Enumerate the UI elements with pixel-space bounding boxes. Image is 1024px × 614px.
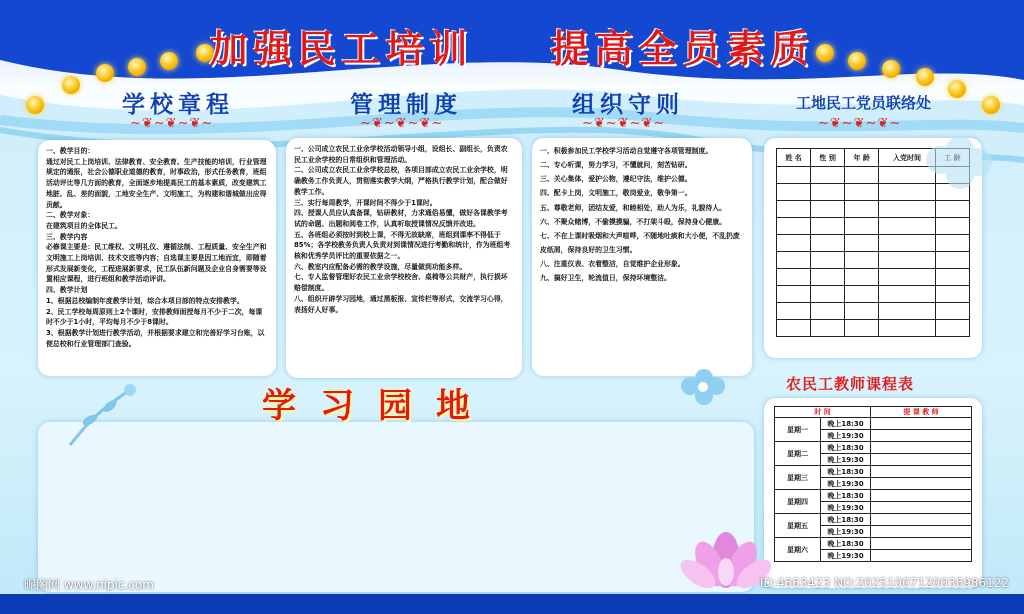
- schedule-time: 晚上18:30: [821, 442, 871, 454]
- table-header: 姓 名: [777, 149, 811, 167]
- table-cell: [777, 184, 811, 201]
- discipline-panel: [532, 138, 752, 376]
- table-header: 年 龄: [845, 149, 879, 167]
- lantern-icon: [982, 96, 1000, 114]
- table-cell: [811, 320, 845, 337]
- table-row: [777, 269, 970, 286]
- table-row: [777, 303, 970, 320]
- table-cell: [879, 320, 936, 337]
- text-line: 3、根据教学计划进行教学活动，并根据要求建立和完善好学习台账，以便总校和行业管理部门查验。: [46, 328, 265, 348]
- section-title-school: 学校章程: [122, 92, 234, 118]
- table-cell: [777, 303, 811, 320]
- schedule-day: 星期六: [775, 538, 821, 562]
- ornament-icon: ~❦~❦~❦~: [130, 116, 214, 131]
- table-cell: [845, 201, 879, 218]
- text-line: 一、积极参加民工学校学习活动自觉遵守各项管理制度。: [540, 147, 713, 155]
- text-line: 八、组织开辟学习园地，通过黑板报、宣传栏等形式，交流学习心得，表扬好人好事。: [294, 294, 508, 314]
- text-line: 二、教学对象：: [46, 211, 95, 220]
- table-cell: [811, 252, 845, 269]
- schedule-time: 晚上19:30: [821, 478, 871, 490]
- table-cell: [871, 478, 972, 490]
- schedule-day: 星期四: [775, 490, 821, 514]
- table-row: [775, 490, 972, 502]
- text-line: 七、不在上课时吸烟和大声喧哗，不随地吐痰和大小便，不乱扔废皮纸屑，保持良好的卫生习惯。: [540, 231, 740, 255]
- text-line: 五、尊敬老师，团结友爱，和睦相处，助人为乐，礼貌待人。: [540, 203, 727, 212]
- schedule-time: 晚上18:30: [821, 514, 871, 526]
- table-cell: [811, 201, 845, 218]
- table-cell: [935, 303, 969, 320]
- table-cell: [811, 218, 845, 235]
- table-row: [775, 466, 972, 478]
- table-cell: [777, 235, 811, 252]
- table-cell: [777, 218, 811, 235]
- table-cell: [811, 235, 845, 252]
- ornament-icon: ~❦~❦~❦~: [582, 116, 666, 131]
- table-cell: [935, 320, 969, 337]
- section-title-discipline: 组织守则: [572, 92, 684, 118]
- text-line: 四、授课人员应认真备课，钻研教材，力求通俗易懂，做好各课教学考试的命题、出题和阅卷工作，认真听取授课情况反馈并改进。: [294, 209, 508, 228]
- table-row: [775, 538, 972, 550]
- section-title-liaison: 工地民工党员联络处: [796, 94, 932, 112]
- table-row: [775, 514, 972, 526]
- table-cell: [871, 502, 972, 514]
- table-cell: [871, 526, 972, 538]
- table-cell: [845, 269, 879, 286]
- table-cell: [879, 303, 936, 320]
- schedule-day: 星期三: [775, 466, 821, 490]
- text-line: 2、民工学校每周原则上2个课时，安排教师面授每月不少于二次，每课时不少于1小时，平均每月不少于8课时。: [46, 307, 263, 327]
- lantern-icon: [62, 76, 80, 94]
- table-cell: [777, 201, 811, 218]
- table-cell: [935, 269, 969, 286]
- lantern-icon: [26, 96, 44, 114]
- table-cell: [811, 269, 845, 286]
- table-cell: [879, 269, 936, 286]
- table-row: [775, 442, 972, 454]
- ornament-icon: ~❦~❦~❦~: [360, 116, 444, 131]
- text-line: 七、专人监督管理好农民工业余学校校舍、桌椅等公共财产，执行损坏赔偿制度。: [294, 273, 508, 293]
- table-cell: [871, 430, 972, 442]
- text-line: 二、公司成立农民工业余学校总校，各项目部成立农民工业余学校，明确教务工作负责人，贯彻落实教学大纲，严格执行教学计划，配合做好教学工作。: [294, 166, 508, 196]
- table-cell: [871, 550, 972, 562]
- table-cell: [811, 286, 845, 303]
- table-cell: [777, 286, 811, 303]
- footer-bar: [0, 594, 1024, 614]
- schedule-day: 星期五: [775, 514, 821, 538]
- table-cell: [777, 269, 811, 286]
- schedule-time: 晚上18:30: [821, 418, 871, 430]
- section-title-management: 管理制度: [350, 92, 462, 118]
- table-cell: [845, 235, 879, 252]
- schedule-table: [774, 406, 972, 562]
- study-corner-area: [38, 422, 754, 592]
- table-cell: [777, 167, 811, 184]
- table-header: 性 别: [811, 149, 845, 167]
- table-cell: [777, 252, 811, 269]
- decorative-flower-icon: [900, 120, 1000, 240]
- table-cell: [777, 320, 811, 337]
- school-charter-panel: [38, 140, 276, 376]
- table-cell: [811, 303, 845, 320]
- text-line: 三、教学内容: [46, 232, 88, 241]
- management-panel: [286, 138, 522, 378]
- schedule-time: 晚上19:30: [821, 430, 871, 442]
- table-cell: [871, 538, 972, 550]
- table-row: [777, 286, 970, 303]
- table-cell: [935, 252, 969, 269]
- table-cell: [871, 454, 972, 466]
- text-line: 一、教学目的：: [46, 147, 95, 155]
- decorative-flower-icon: [660, 356, 750, 426]
- text-line: 二、专心听课，努力学习，不懂就问，刻苦钻研。: [540, 161, 692, 170]
- schedule-panel: [764, 398, 982, 588]
- management-text: [294, 144, 514, 315]
- schedule-time: 晚上18:30: [821, 490, 871, 502]
- school-charter-text: [46, 146, 268, 349]
- table-header: 时 间: [775, 407, 871, 418]
- text-line: 三、关心集体，爱护公物，遵纪守法，维护公德。: [540, 175, 692, 184]
- table-header: 入党时间: [879, 149, 936, 167]
- decorative-flower-icon: [60, 380, 140, 450]
- table-cell: [871, 466, 972, 478]
- schedule-day: 星期二: [775, 442, 821, 466]
- schedule-time: 晚上19:30: [821, 526, 871, 538]
- ornament-icon: ~❦~❦~❦~: [818, 116, 902, 131]
- table-row: [777, 252, 970, 269]
- discipline-text: [540, 144, 744, 286]
- text-line: 四、配卡上岗，文明施工，敬岗爱业，敬争第一。: [540, 189, 692, 198]
- table-cell: [935, 286, 969, 303]
- text-line: 一、公司成立农民工业余学校活动领导小组，设组长、副组长，负责农民工业余学校的日常组织和管理活动。: [294, 145, 508, 164]
- watermark-left: 昵图网 www.nipic.com: [24, 578, 154, 592]
- text-line: 九、搞好卫生，轮流值日，保持环境整洁。: [540, 274, 671, 283]
- table-cell: [845, 286, 879, 303]
- table-header: 提 课 教 师: [871, 407, 972, 418]
- schedule-time: 晚上18:30: [821, 466, 871, 478]
- schedule-day: 星期一: [775, 418, 821, 442]
- table-cell: [845, 303, 879, 320]
- text-line: 四、教学计划: [46, 286, 88, 295]
- text-line: 1、根据总校编制年度教学计划，综合本项目部的特点安排教学。: [46, 296, 244, 305]
- schedule-time: 晚上18:30: [821, 538, 871, 550]
- table-cell: [871, 490, 972, 502]
- text-line: 五、各班组必须按时到校上课，不得无故缺席，班组到课率不得低于85%；各学校教务负责人负责对到课情况进行考勤和统计，作为班组考核和优秀学员评比的重要依据之一。: [294, 230, 511, 261]
- text-line: 六、教室内应配备必需的教学设施，尽量做到功能多样。: [294, 262, 467, 271]
- banner-title: 加强民工培训 提高全员素质: [209, 27, 815, 71]
- table-row: [775, 418, 972, 430]
- table-cell: [879, 286, 936, 303]
- table-cell: [811, 167, 845, 184]
- text-line: 通过对民工上岗培训、法律教育、安全教育、生产技能的培训，行业管理规定的通报，社会公德职业道德的教育，时事政治，形式任务教育，班组活动评比等几方面的教育，全面逐步地提高民工的基本素质，改变建筑工地脏、乱、差的面貌，工地安全生产、文明施工，为构建和谐城做出应得贡献。: [46, 157, 267, 209]
- table-cell: [845, 218, 879, 235]
- table-cell: [811, 184, 845, 201]
- table-cell: [845, 184, 879, 201]
- schedule-time: 晚上19:30: [821, 454, 871, 466]
- text-line: 八、注重仪表、衣着整洁，自觉维护企业形象。: [540, 260, 685, 269]
- schedule-time: 晚上19:30: [821, 550, 871, 562]
- table-row: [777, 320, 970, 337]
- table-cell: [845, 167, 879, 184]
- schedule-title: 农民工教师课程表: [786, 375, 915, 393]
- text-line: 三、实行每周教学，开课时间不得少于1课时。: [294, 198, 437, 207]
- table-cell: [871, 418, 972, 430]
- table-cell: [879, 252, 936, 269]
- table-cell: [845, 320, 879, 337]
- text-line: 必修课主要是：民工维权、文明礼仪、遵循法制、工程质量、安全生产和文明施工上岗培训、技术交底等内容；自选课主要是因工地而宜，即随着形式发展新变化，工程进展新要求，民工队伍新问题及企业自身需要等设置相应课程，进行班组和教学活动评讲。: [46, 243, 267, 284]
- watermark-right: ID:4663423 NO:20251007120036986122: [760, 576, 1010, 590]
- text-line: 六、不聚众赌博，不偷摸摸骗，不打架斗殴，保持身心健康。: [540, 217, 727, 226]
- table-cell: [871, 442, 972, 454]
- table-cell: [871, 514, 972, 526]
- study-corner-title: 学习园地: [262, 386, 494, 426]
- text-line: 在建筑项目的全体民工。: [46, 221, 122, 230]
- schedule-time: 晚上19:30: [821, 502, 871, 514]
- table-cell: [845, 252, 879, 269]
- lantern-icon: [948, 80, 966, 98]
